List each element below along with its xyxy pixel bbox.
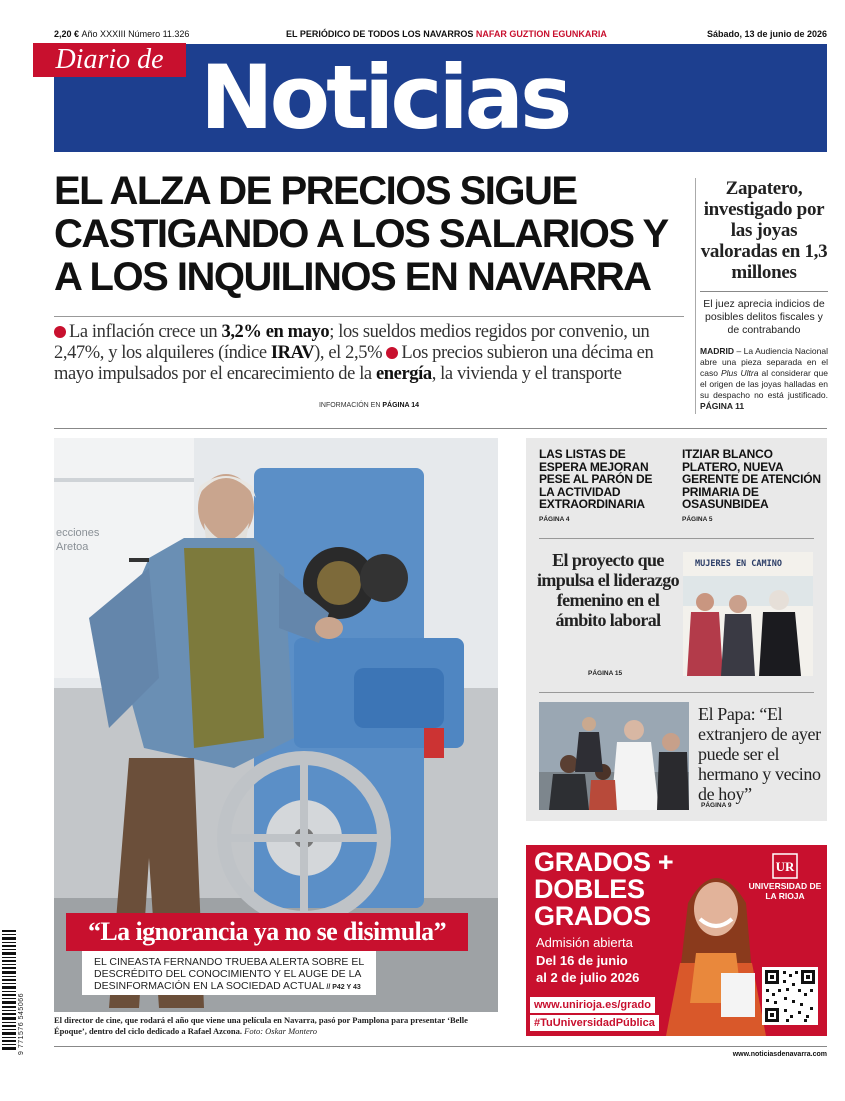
main-headline[interactable]: EL ALZA DE PRECIOS SIGUE CASTIGANDO A LOS SALARIOS Y A LOS INQUILINOS EN NAVARRA — [54, 169, 667, 299]
sidebar-body — [700, 346, 828, 412]
divider — [54, 428, 827, 429]
story-page-ref: PÁGINA 9 — [701, 802, 732, 809]
tagline-spanish: EL PERIÓDICO DE TODOS LOS NAVARROS — [286, 29, 474, 39]
deck-highlight: energía — [375, 364, 432, 384]
qr-code-icon[interactable] — [762, 967, 818, 1025]
quote-summary — [82, 951, 376, 995]
tagline — [286, 29, 607, 39]
summary-text: EL CINEASTA FERNANDO TRUEBA ALERTA SOBRE EL DESCRÉDITO DEL CONOCIMIENTO Y EL AUGE DE LA DESINFORMACIÓN EN LA SOCIEDAD ACTUAL — [94, 956, 364, 992]
ad-url-link[interactable]: www.unirioja.es/grado — [530, 997, 655, 1013]
masthead-logo: Noticias — [200, 46, 569, 149]
ref-page: PÁGINA 14 — [382, 402, 420, 409]
divider — [54, 1046, 827, 1047]
dateline: MADRID — [700, 346, 734, 356]
body-italic: Plus Ultra — [720, 368, 759, 378]
issue-date: Sábado, 13 de junio de 2026 — [706, 29, 827, 39]
logo-letters: UR — [775, 859, 795, 874]
ad-admission: Admisión abierta — [536, 935, 633, 950]
university-ad[interactable] — [526, 845, 827, 1036]
body-text: – La Audiencia Nacional abre una pieza separada en el caso — [700, 346, 828, 378]
news-panel — [526, 438, 827, 821]
ref-label: INFORMACIÓN EN — [318, 402, 383, 409]
story-waiting-lists[interactable]: LAS LISTAS DE ESPERA MEJORAN PESE AL PARÓN DE LA ACTIVIDAD EXTRAORDINARIA — [539, 447, 653, 511]
deck-text: ; los sueldos medios regidos por convenio, un 2,47%, y los alquileres (índice — [54, 322, 650, 363]
issue-number: Año XXXIII Número 11.326 — [81, 29, 190, 39]
column-divider — [695, 178, 696, 414]
photo-caption — [54, 1015, 498, 1037]
tagline-basque: NAFAR GUZTION EGUNKARIA — [475, 29, 607, 39]
page-reference[interactable] — [54, 402, 684, 409]
background-sign: ecciones — [56, 527, 100, 539]
ad-headline — [534, 849, 673, 930]
ad-hashtag: #TuUniversidadPública — [530, 1015, 659, 1031]
story-female-leadership[interactable]: El proyecto que impulsa el liderazgo femenino en el ámbito laboral — [537, 550, 679, 630]
sidebar-title: Zapatero, investigado por las joyas valoradas en 1,3 millones — [700, 178, 828, 283]
photo-credit: Foto: Oskar Montero — [244, 1026, 318, 1036]
university-name: UNIVERSIDAD DE LA RIOJA — [748, 881, 822, 901]
sidebar-page-ref: PÁGINA 11 — [700, 401, 745, 411]
quote-banner[interactable]: “La ignorancia ya no se disimula” — [66, 913, 468, 951]
ad-line: GRADOS + — [534, 847, 674, 877]
caption-text: El director de cine, que rodará el año que viene una película en Navarra, pasó por Pamplona para presentar ‘Belle Époque’, dentro del ciclo dedicado a Rafael Azcona. — [54, 1015, 468, 1036]
sidebar-subtitle: El juez aprecia indicios de posibles delitos fiscales y de contrabando — [703, 298, 825, 336]
background-sign: Aretoa — [56, 541, 89, 553]
ad-line: DOBLES — [534, 874, 645, 904]
barcode-number: 9 771576 545066 — [18, 993, 25, 1055]
ad-date: al 2 de julio 2026 — [536, 970, 640, 985]
story-new-manager[interactable]: ITZIAR BLANCO PLATERO, NUEVA GERENTE DE ATENCIÓN PRIMARIA DE OSASUNBIDEA — [682, 447, 821, 511]
pope-photo[interactable] — [539, 702, 689, 810]
divider — [539, 538, 814, 539]
deck-text: Los precios subieron una décima en mayo impulsados por el encarecimiento de la — [54, 343, 654, 384]
summary-pages: // P42 Y 43 — [324, 984, 361, 991]
story-page-ref: PÁGINA 4 — [539, 516, 570, 523]
deck-highlight: 3,2% en mayo — [221, 322, 330, 342]
bullet-dot-icon — [386, 347, 398, 359]
masthead-prefix: Diario de — [33, 43, 186, 77]
footer-url[interactable]: www.noticiasdenavarra.com — [732, 1051, 827, 1058]
main-deck — [54, 322, 686, 385]
divider — [700, 291, 828, 292]
story-page-ref: PÁGINA 5 — [682, 516, 713, 523]
ad-date: Del 16 de junio — [536, 953, 628, 968]
story-page-ref: PÁGINA 15 — [588, 670, 623, 677]
deck-text: ), el 2,5% — [314, 343, 387, 363]
sidebar-story[interactable] — [700, 178, 828, 412]
body-text: al considerar que el origen de las joyas halladas en su despacho no está justificado. — [700, 368, 828, 400]
bullet-dot-icon — [54, 326, 66, 338]
ad-dates — [536, 952, 639, 986]
deck-highlight: IRAV — [270, 343, 315, 363]
divider — [539, 692, 814, 693]
divider — [54, 316, 684, 317]
price-issue — [54, 29, 189, 39]
deck-text: , la vivienda y el transporte — [431, 364, 622, 384]
university-logo-icon — [772, 853, 798, 879]
deck-text: La inflación crece un — [69, 322, 222, 342]
price: 2,20 € — [54, 29, 80, 39]
story-pope[interactable]: El Papa: “El extranjero de ayer puede ser el hermano y vecino de hoy” — [698, 704, 821, 804]
photo-banner-text: MUJERES EN CAMINO — [695, 559, 782, 569]
top-bar — [54, 29, 827, 43]
women-group-photo[interactable] — [683, 552, 813, 676]
ad-line: GRADOS — [534, 901, 651, 931]
